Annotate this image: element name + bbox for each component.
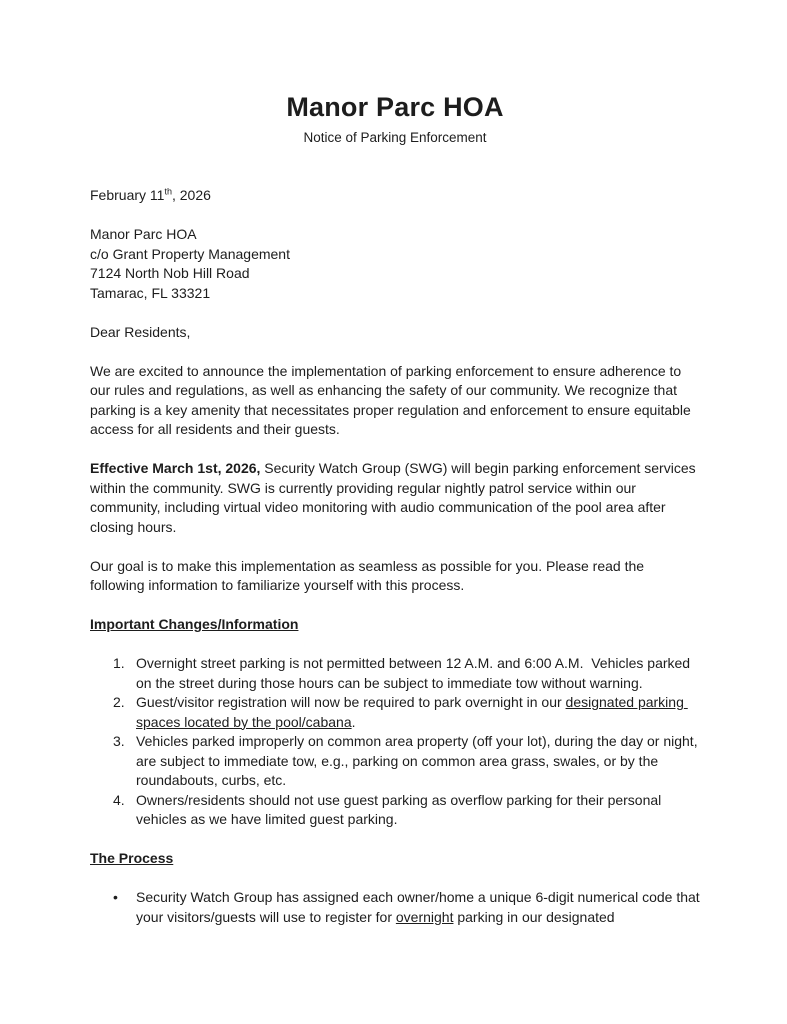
- list-item-text: Overnight street parking is not permitted between 12 A.M. and 6:00 A.M. Vehicles parked on the street during those hours can be subject to immediate tow without warning.: [136, 655, 694, 691]
- paragraph-intro: We are excited to announce the implementation of parking enforcement to ensure adherence to our rules and regulations, as well as enhancing the safety of our community. We recognize that parking is a key amenity that necessitates proper regulation and enforcement to ensure equitable access for all residents and their guests.: [90, 362, 695, 437]
- section-heading-the-process: The Process: [90, 850, 174, 866]
- list-item-text-post: .: [351, 713, 356, 730]
- salutation: Dear Residents,: [90, 323, 191, 340]
- paragraph-goal: Our goal is to make this implementation as seamless as possible for you. Please read the following information to familiarize yourself with this process.: [90, 557, 648, 593]
- list-item-number: 1.: [113, 655, 125, 671]
- important-changes-list: [90, 654, 700, 830]
- list-item-text: [136, 693, 700, 732]
- list-item-number: 3.: [113, 733, 125, 749]
- paragraph-effective-date: [90, 459, 700, 537]
- list-item-number: 4.: [113, 791, 125, 808]
- list-item: [90, 693, 700, 732]
- list-item-text: Owners/residents should not use guest parking as overflow parking for their personal vehicles as we have limited guest parking.: [136, 791, 666, 827]
- list-item-text-pre: Guest/visitor registration will now be required to park overnight in our: [136, 694, 566, 710]
- list-item: [90, 654, 700, 693]
- bullet-marker: •: [113, 889, 118, 905]
- list-item-text: [136, 888, 704, 927]
- address-line-3: 7124 North Nob Hill Road: [90, 265, 250, 281]
- recipient-address-block: [90, 225, 700, 303]
- list-item: [90, 888, 704, 927]
- list-item-text-underlined: overnight: [395, 908, 454, 925]
- date-prefix: February 11: [90, 187, 165, 203]
- page-title: Manor Parc HOA: [286, 92, 504, 122]
- process-list: [90, 888, 704, 927]
- address-line-4: Tamarac, FL 33321: [90, 284, 211, 301]
- list-item-text-pre: Security Watch Group has assigned each owner/home a unique 6-digit numerical code that your visitors/guests will use to register for: [136, 889, 704, 925]
- date-ordinal-superscript: th: [164, 186, 172, 197]
- effective-date-rest-text: Security Watch Group (SWG) will begin parking enforcement services within the community. SWG is currently providing regular nightly patrol service within our community, including virtual video monitoring with audio communication of the pool area after closing hours.: [90, 460, 700, 535]
- letter-date: [90, 186, 700, 206]
- page-subtitle: Notice of Parking Enforcement: [303, 130, 487, 145]
- address-line-2: c/o Grant Property Management: [90, 245, 290, 262]
- list-item: [90, 732, 700, 791]
- list-item-number: 2.: [113, 694, 125, 710]
- effective-date-bold-text: Effective March 1st, 2026,: [90, 460, 261, 476]
- list-item: [90, 791, 700, 830]
- list-item-text-post: parking in our designated: [453, 908, 615, 925]
- list-item-text: Vehicles parked improperly on common area property (off your lot), during the day or night, are subject to immediate tow, e.g., parking on common area grass, swales, or by the roundabouts, curbs, etc.: [136, 733, 702, 788]
- section-heading-important-changes: Important Changes/Information: [90, 616, 299, 632]
- address-line-1: Manor Parc HOA: [90, 226, 197, 242]
- list-item-text-underlined: designated parking spaces located by the pool/cabana: [136, 694, 688, 730]
- date-suffix: , 2026: [171, 187, 211, 203]
